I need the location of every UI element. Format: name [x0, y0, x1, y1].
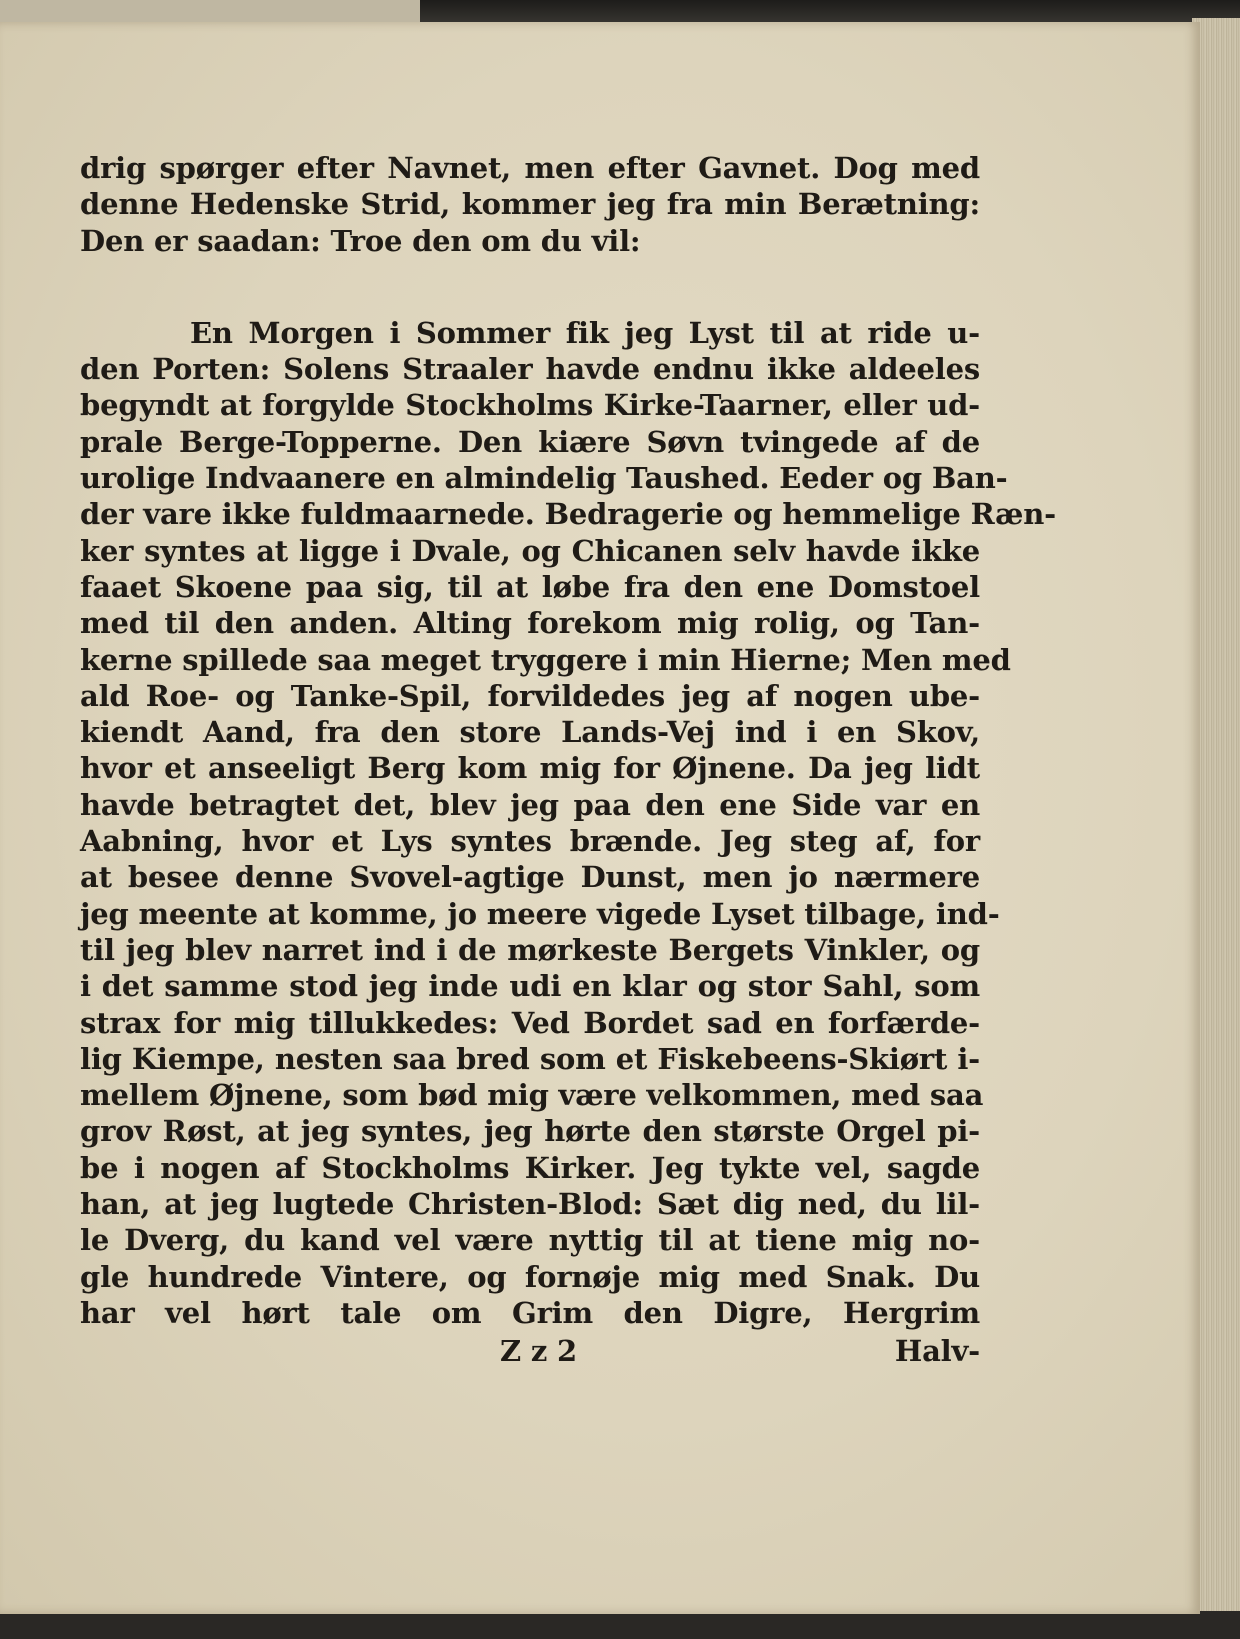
- text-line: ald Roe- og Tanke-Spil, forvildedes jeg af nogen ube-: [80, 678, 980, 713]
- text-line: prale Berge-Topperne. Den kiære Søvn tvingede af de: [80, 424, 980, 459]
- text-line: be i nogen af Stockholms Kirker. Jeg tykte vel, sagde: [80, 1150, 980, 1185]
- text-line: han, at jeg lugtede Christen-Blod: Sæt dig ned, du lil-: [80, 1187, 980, 1222]
- text-line: kiendt Aand, fra den store Lands-Vej ind i en Skov,: [80, 715, 980, 750]
- catchword: Halv-: [894, 1334, 980, 1369]
- text-line: urolige Indvaanere en almindelig Taushed. Eeder og Ban-: [80, 461, 1008, 496]
- text-line: drig spørger efter Navnet, men efter Gavnet. Dog med: [80, 151, 980, 185]
- text-line: har vel hørt tale om Grim den Digre, Hergrim: [80, 1295, 980, 1330]
- previous-page-edge: [0, 0, 420, 22]
- text-line: denne Hedenske Strid, kommer jeg fra min Berætning:: [80, 187, 980, 222]
- scan-background-bottom: [0, 1611, 1240, 1639]
- text-line: havde betragtet det, blev jeg paa den ene Side var en: [80, 787, 980, 822]
- text-line: strax for mig tillukkedes: Ved Bordet sad en forfærde-: [80, 1005, 980, 1040]
- text-line: Den er saadan: Troe den om du vil:: [80, 223, 641, 258]
- text-line: mellem Øjnene, som bød mig være velkommen, med saa: [80, 1078, 984, 1113]
- text-line: lig Kiempe, nesten saa bred som et Fiskebeens-Skiørt i-: [80, 1041, 980, 1076]
- text-line: at besee denne Svovel-agtige Dunst, men jo nærmere: [80, 860, 980, 895]
- text-line: den Porten: Solens Straaler havde endnu ikke aldeeles: [80, 352, 980, 387]
- text-line: le Dverg, du kand vel være nyttig til at tiene mig no-: [80, 1223, 980, 1258]
- text-line: jeg meente at komme, jo meere vigede Lyset tilbage, ind-: [80, 896, 1000, 931]
- text-line: En Morgen i Sommer fik jeg Lyst til at ride u-: [190, 315, 980, 350]
- page-text-block: [80, 150, 1056, 1371]
- text-line: faaet Skoene paa sig, til at løbe fra den ene Domstoel: [80, 569, 980, 604]
- text-line: hvor et anseeligt Berg kom mig for Øjnene. Da jeg lidt: [80, 751, 980, 786]
- text-line: begyndt at forgylde Stockholms Kirke-Taarner, eller ud-: [80, 388, 980, 423]
- text-line: ker syntes at ligge i Dvale, og Chicanen selv havde ikke: [80, 533, 980, 568]
- paragraph-gap: [80, 259, 980, 315]
- signature-mark: Z z 2: [500, 1334, 578, 1369]
- text-line: kerne spillede saa meget tryggere i min Hierne; Men med: [80, 642, 1011, 677]
- page-footer: [80, 1331, 980, 1371]
- text-line: Aabning, hvor et Lys syntes brænde. Jeg steg af, for: [80, 824, 980, 859]
- text-line: grov Røst, at jeg syntes, jeg hørte den største Orgel pi-: [80, 1114, 980, 1149]
- book-page: [0, 22, 1200, 1614]
- text-line: der vare ikke fuldmaarnede. Bedragerie og hemmelige Ræn-: [80, 497, 1056, 532]
- text-line: med til den anden. Alting forekom mig rolig, og Tan-: [80, 606, 980, 641]
- text-line: til jeg blev narret ind i de mørkeste Bergets Vinkler, og: [80, 932, 980, 967]
- text-line: gle hundrede Vintere, og fornøje mig med Snak. Du: [80, 1259, 980, 1294]
- text-line: i det samme stod jeg inde udi en klar og stor Sahl, som: [80, 969, 980, 1004]
